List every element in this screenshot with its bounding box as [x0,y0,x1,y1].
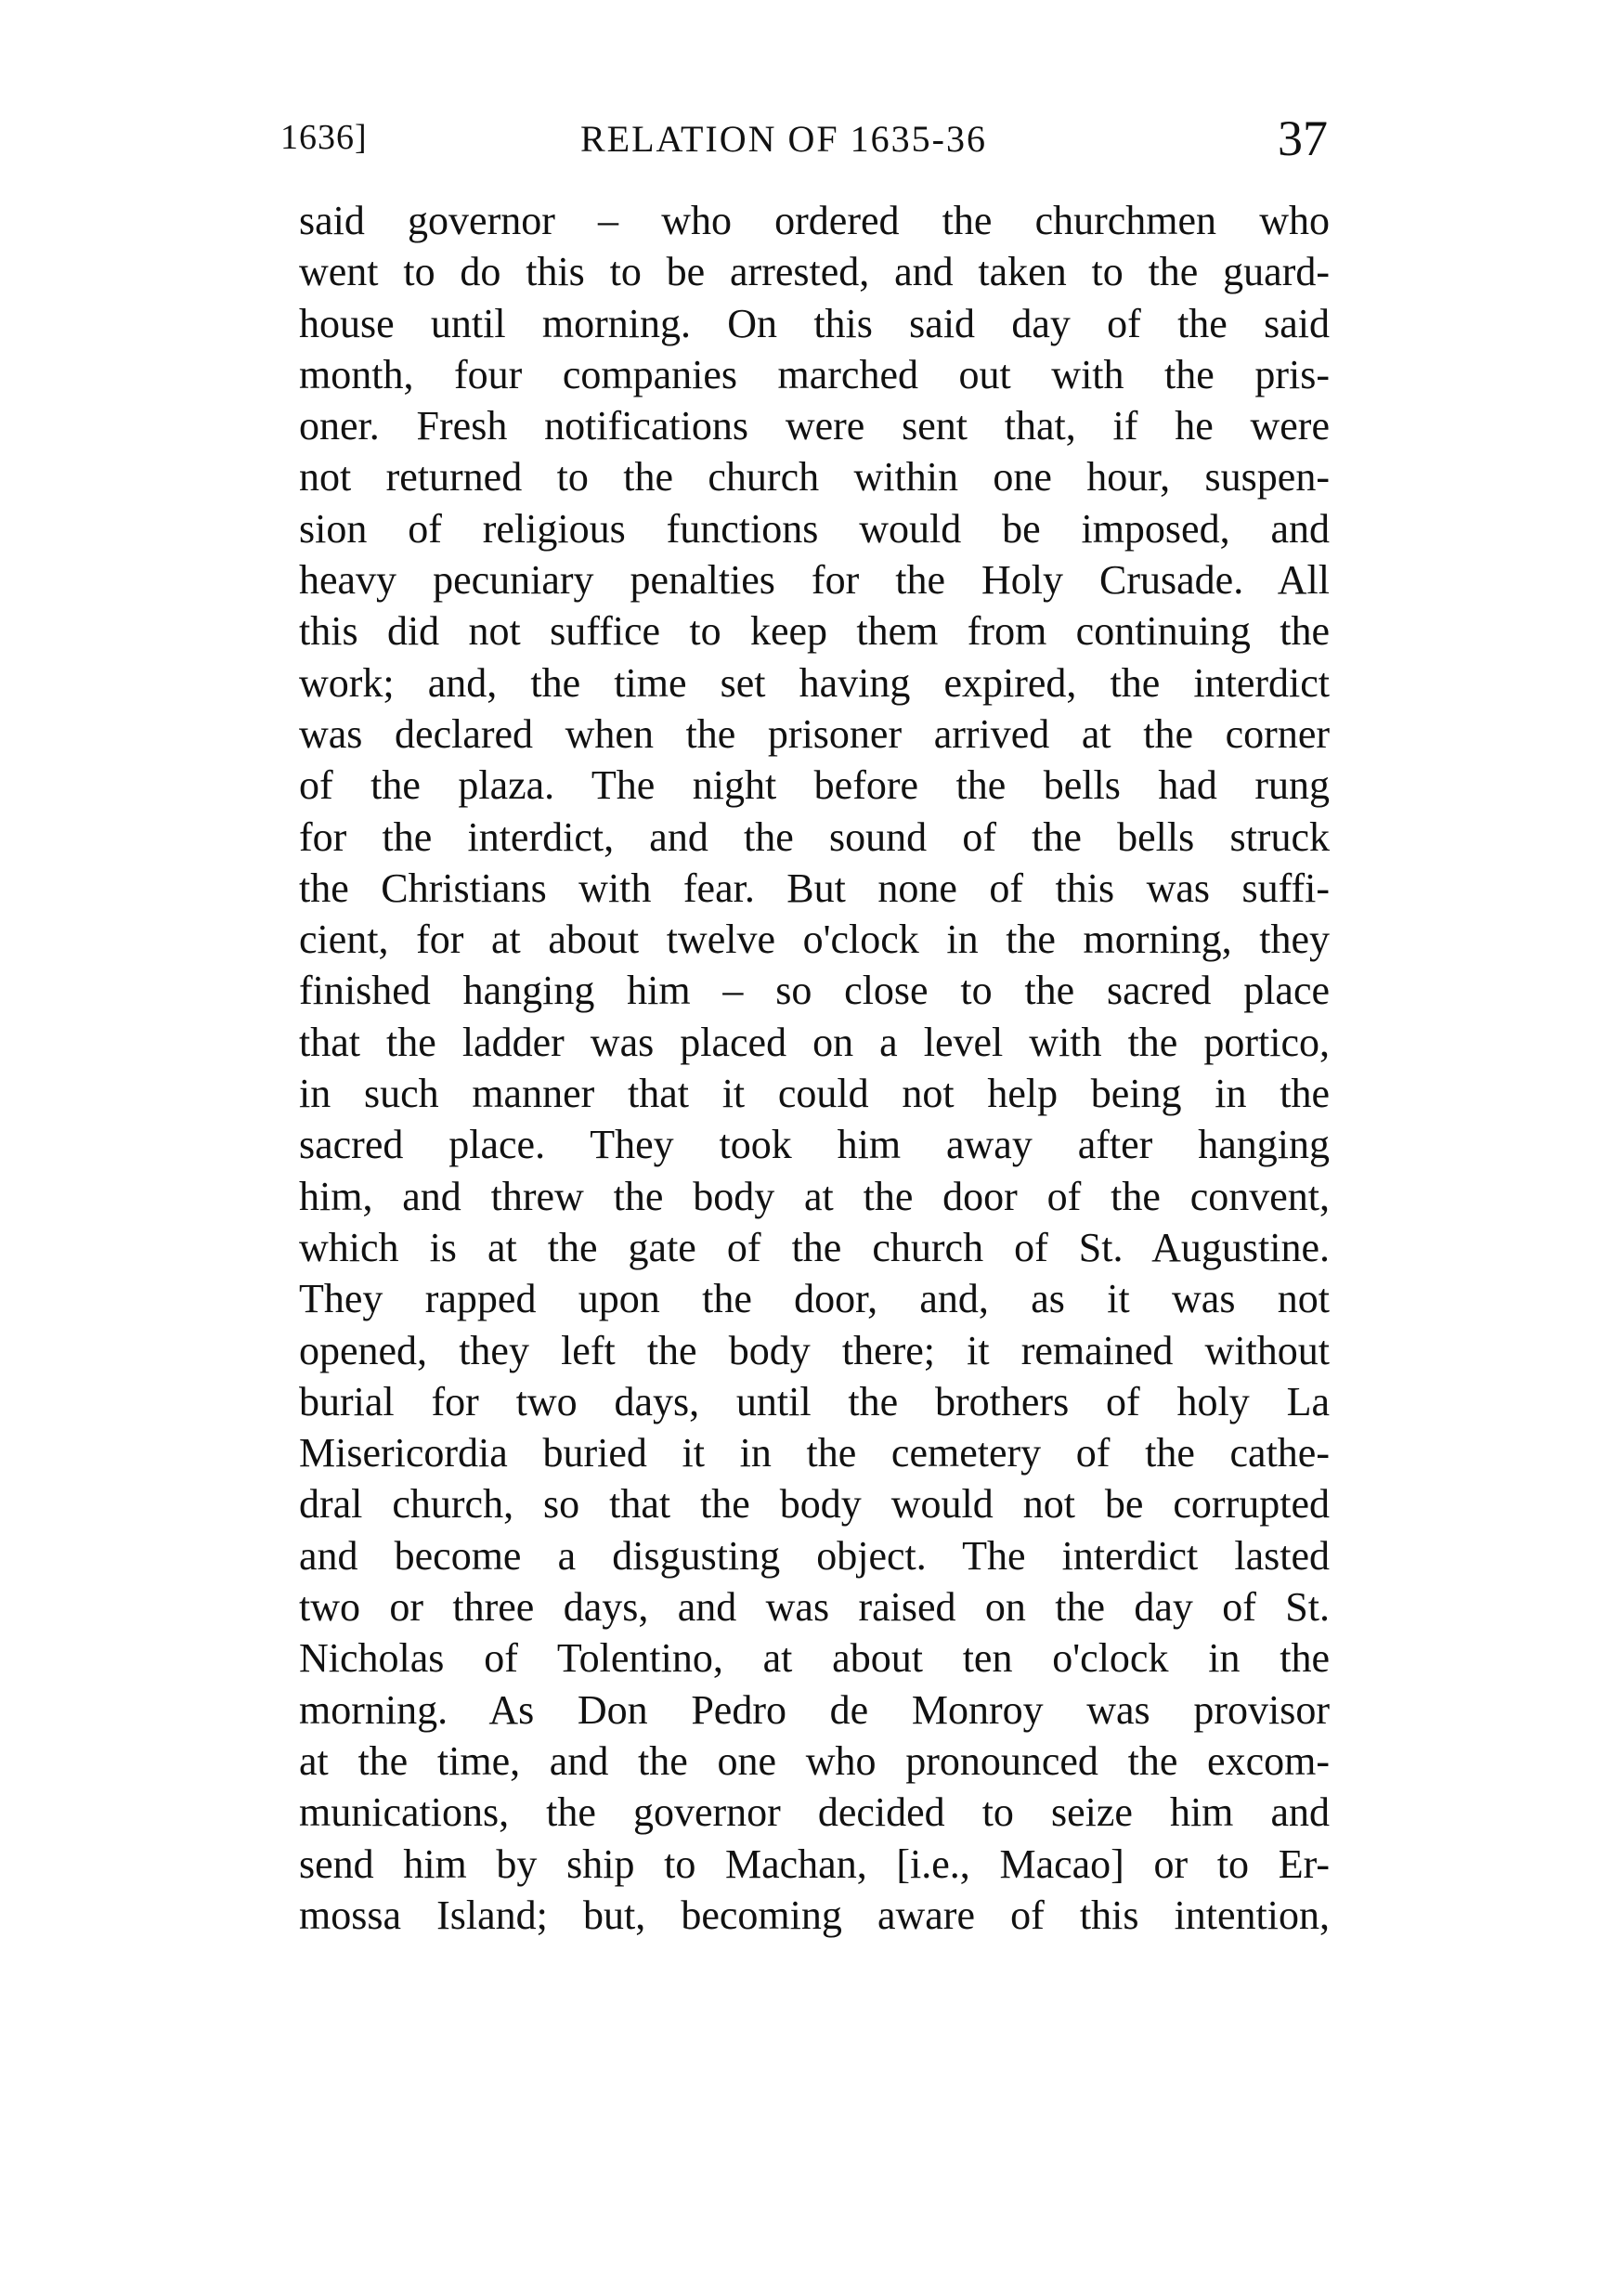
text-line: house until morning. On this said day of the said [299,300,1330,346]
text-line: him, and threw the body at the door of the convent, [299,1173,1330,1219]
text-line: two or three days, and was raised on the day of St. [299,1584,1330,1631]
text-line: work; and, the time set having expired, the interdict [299,659,1330,706]
text-line: for the interdict, and the sound of the bells struck [299,813,1330,860]
text-line: mossa Island; but, becoming aware of this intention, [299,1892,1330,1938]
running-head-year: 1636] [280,118,368,157]
text-line: Misericordia buried it in the cemetery of the cathe- [299,1430,1330,1476]
text-line: They rapped upon the door, and, as it was not [299,1276,1330,1322]
text-line: month, four companies marched out with the pris- [299,351,1330,397]
text-line: cient, for at about twelve o'clock in the morning, they [299,917,1330,963]
text-line: which is at the gate of the church of St. Augustine. [299,1224,1330,1270]
text-line: was declared when the prisoner arrived at the corner [299,710,1330,757]
text-line: not returned to the church within one hour, suspen- [299,454,1330,501]
text-line: at the time, and the one who pronounced the excom- [299,1737,1330,1784]
text-line: munications, the governor decided to seize him and [299,1789,1330,1836]
text-line: this did not suffice to keep them from continuing the [299,608,1330,655]
text-line: dral church, so that the body would not be corrupted [299,1481,1330,1528]
text-line: morning. As Don Pedro de Monroy was provisor [299,1686,1330,1733]
text-line: send him by ship to Machan, [i.e., Macao] or to Er- [299,1840,1330,1887]
text-line: of the plaza. The night before the bells had rung [299,762,1330,809]
page-number: 37 [1278,111,1328,166]
text-line: sacred place. They took him away after hanging [299,1122,1330,1168]
text-line: sion of religious functions would be imposed, and [299,505,1330,552]
text-line: burial for two days, until the brothers of holy La [299,1378,1330,1424]
running-head-title: RELATION OF 1635-36 [580,118,987,160]
text-line: and become a disgusting object. The interdict lasted [299,1532,1330,1579]
text-line: oner. Fresh notifications were sent that, if he were [299,403,1330,449]
text-line: finished hanging him – so close to the sacred place [299,968,1330,1014]
text-line: opened, they left the body there; it remained without [299,1327,1330,1373]
text-line: in such manner that it could not help being in the [299,1071,1330,1117]
running-head [279,110,1328,175]
text-line: that the ladder was placed on a level with the portico, [299,1019,1330,1065]
text-line: Nicholas of Tolentino, at about ten o'clock in the [299,1635,1330,1682]
body-text [299,195,1330,1941]
text-line: heavy pecuniary penalties for the Holy Crusade. All [299,557,1330,604]
text-line: said governor – who ordered the churchmen who [299,198,1330,243]
text-line: went to do this to be arrested, and taken to the guard- [299,249,1330,295]
text-line: the Christians with fear. But none of this was suffi- [299,865,1330,911]
